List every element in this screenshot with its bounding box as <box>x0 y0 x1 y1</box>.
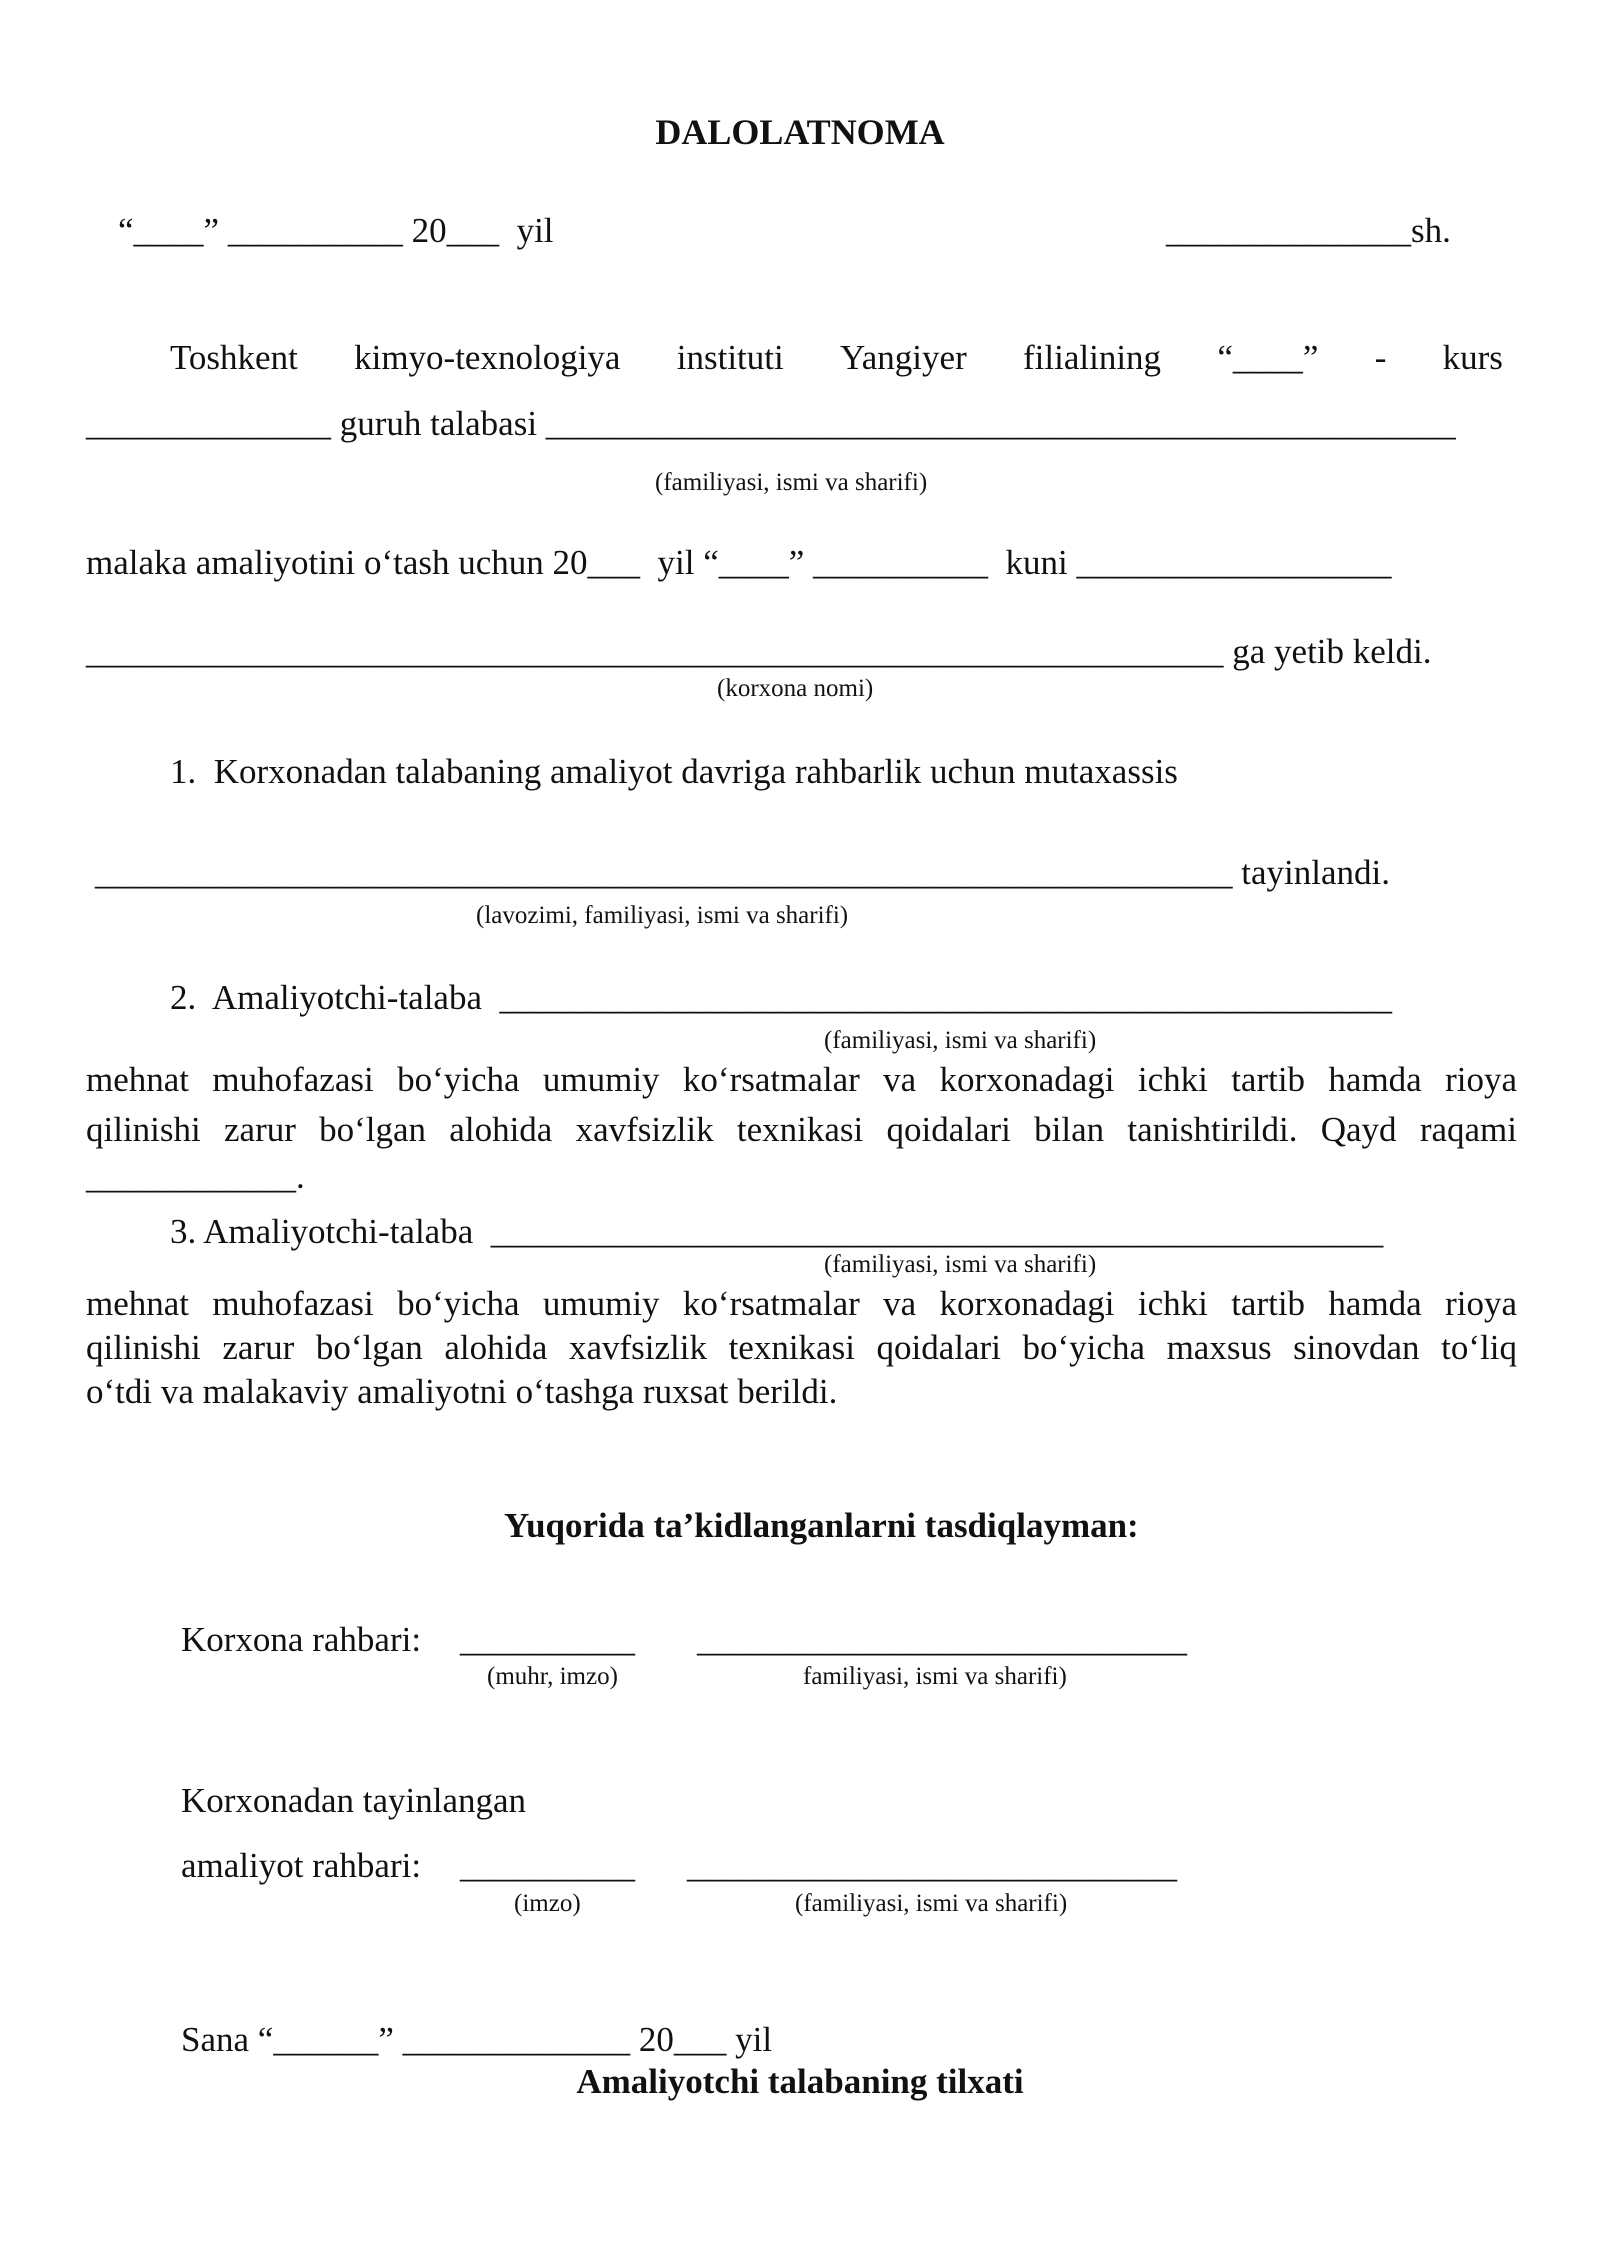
signature2-label-line1: Korxonadan tayinlangan <box>181 1781 527 1820</box>
qayd-number-field: ____________. <box>86 1157 305 1196</box>
word: filialining <box>1023 338 1162 377</box>
signature2-sign-line: __________ <box>460 1846 635 1885</box>
item3-body-line1: mehnat muhofazasi bo‘yicha umumiy ko‘rsatmalar va korxonadagi ichki tartib hamda rioya <box>86 1284 1517 1323</box>
item3-body-line3: o‘tdi va malakaviy amaliyotni o‘tashga ruxsat berildi. <box>86 1372 838 1411</box>
caption-item2: (familiyasi, ismi va sharifi) <box>824 1027 1097 1054</box>
signature1-label: Korxona rahbari: <box>181 1620 422 1659</box>
signature2-name-line: ____________________________ <box>687 1846 1177 1885</box>
word: Toshkent <box>170 338 298 377</box>
word: “____” <box>1217 338 1319 377</box>
item1-text: 1. Korxonadan talabaning amaliyot davriga rahbarlik uchun mutaxassis <box>170 752 1178 791</box>
caption-signature2-name: (familiyasi, ismi va sharifi) <box>795 1890 1068 1917</box>
para2-line2: _________________________________________________________________ ga yetib keldi. <box>86 632 1432 671</box>
item2-body-line1: mehnat muhofazasi bo‘yicha umumiy ko‘rsatmalar va korxonadagi ichki tartib hamda rioya <box>86 1060 1517 1099</box>
word: kurs <box>1442 338 1503 377</box>
para2-line1: malaka amaliyotini o‘tash uchun 20___ yil “____” __________ kuni __________________ <box>86 543 1392 582</box>
item3-body-line2: qilinishi zarur bo‘lgan alohida xavfsizlik texnikasi qoidalari bo‘yicha maxsus sinovdan to‘liq <box>86 1328 1517 1367</box>
item2-body-line2: qilinishi zarur bo‘lgan alohida xavfsizlik texnikasi qoidalari bilan tanishtirildi. Qayd raqami <box>86 1110 1517 1149</box>
caption-company-name: (korxona nomi) <box>717 675 874 702</box>
receipt-heading: Amaliyotchi talabaning tilxati <box>576 2062 1024 2101</box>
signature1-name-line: ____________________________ <box>697 1620 1187 1659</box>
caption-seal-sign: (muhr, imzo) <box>487 1663 618 1690</box>
caption-signature1-name: familiyasi, ismi va sharifi) <box>803 1663 1067 1690</box>
word: - <box>1374 338 1387 377</box>
signature1-sign-line: __________ <box>460 1620 635 1659</box>
item1-line: _________________________________________________________________ tayinlandi. <box>95 853 1390 892</box>
para1-line1 <box>170 338 1503 378</box>
item3-label: 3. Amaliyotchi-talaba ___________________________________________________ <box>170 1212 1384 1251</box>
para1-line2: ______________ guruh talabasi ____________________________________________________ <box>86 404 1456 443</box>
signature2-label-line2: amaliyot rahbari: <box>181 1846 422 1885</box>
caption-item3: (familiyasi, ismi va sharifi) <box>824 1251 1097 1278</box>
confirm-heading: Yuqorida ta’kidlanganlarni tasdiqlayman: <box>504 1506 1139 1545</box>
place-field: ______________sh. <box>1166 211 1451 250</box>
item2-label: 2. Amaliyotchi-talaba ___________________________________________________ <box>170 978 1392 1017</box>
document-title: DALOLATNOMA <box>655 112 945 152</box>
word: instituti <box>676 338 784 377</box>
sana-date-field: Sana “______” _____________ 20___ yil <box>181 2020 773 2059</box>
date-field: “____” __________ 20___ yil <box>118 211 554 250</box>
caption-sign: (imzo) <box>514 1890 581 1917</box>
caption-student-name: (familiyasi, ismi va sharifi) <box>655 469 928 496</box>
word: kimyo-texnologiya <box>354 338 621 377</box>
word: Yangiyer <box>840 338 967 377</box>
caption-supervisor: (lavozimi, familiyasi, ismi va sharifi) <box>476 902 849 929</box>
